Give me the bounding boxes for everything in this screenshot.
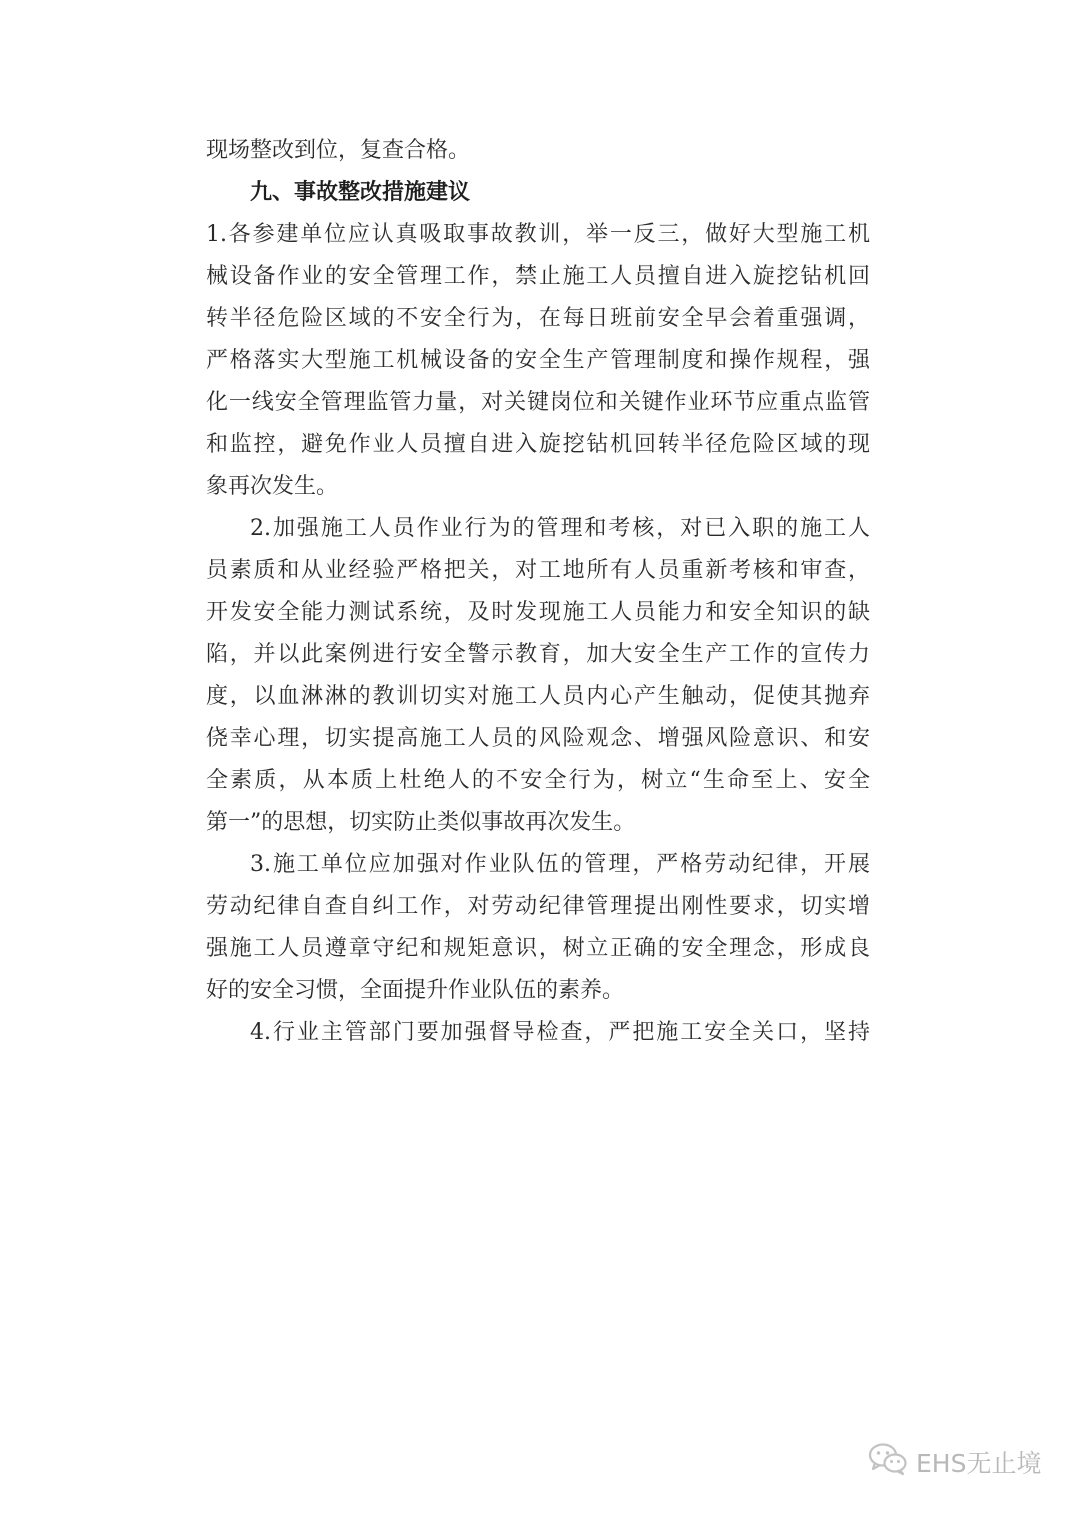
intro-line: 现场整改到位，复查合格。 (206, 138, 471, 163)
paragraph-line: 开发安全能力测试系统，及时发现施工人员能力和安全知识的缺 (206, 600, 870, 625)
paragraph-line: 全素质，从本质上杜绝人的不安全行为，树立“生命至上、安全 (206, 768, 870, 793)
paragraph-line: 员素质和从业经验严格把关，对工地所有人员重新考核和审查， (206, 558, 870, 583)
section-heading: 九、事故整改措施建议 (250, 180, 471, 205)
paragraph-4 (206, 1012, 870, 1054)
watermark-text: EHS无止境 (916, 1449, 1042, 1478)
paragraph-line: 第一”的思想，切实防止类似事故再次发生。 (206, 810, 636, 835)
paragraph-line: 劳动纪律自查自纠工作，对劳动纪律管理提出刚性要求，切实增 (206, 894, 870, 919)
paragraph-3 (206, 844, 870, 1012)
paragraph-line: 和监控，避免作业人员擅自进入旋挖钻机回转半径危险区域的现 (206, 432, 870, 457)
paragraph-line: 1.各参建单位应认真吸取事故教训，举一反三，做好大型施工机 (206, 222, 870, 247)
paragraph-line: 陷，并以此案例进行安全警示教育，加大安全生产工作的宣传力 (206, 642, 870, 667)
paragraph-line: 好的安全习惯，全面提升作业队伍的素养。 (206, 978, 625, 1003)
paragraph-line: 4.行业主管部门要加强督导检查，严把施工安全关口，坚持 (250, 1020, 870, 1045)
document-body (206, 130, 870, 1054)
paragraph-line: 械设备作业的安全管理工作，禁止施工人员擅自进入旋挖钻机回 (206, 264, 870, 289)
paragraph-line: 3.施工单位应加强对作业队伍的管理，严格劳动纪律，开展 (250, 852, 870, 877)
paragraph-1 (206, 214, 870, 508)
paragraph-line: 强施工人员遵章守纪和规矩意识，树立正确的安全理念，形成良 (206, 936, 870, 961)
paragraph-line: 侥幸心理，切实提高施工人员的风险观念、增强风险意识、和安 (206, 726, 870, 751)
paragraph-line: 象再次发生。 (206, 474, 339, 499)
paragraph-line: 2.加强施工人员作业行为的管理和考核，对已入职的施工人 (250, 516, 870, 541)
paragraph-line: 转半径危险区域的不安全行为，在每日班前安全早会着重强调， (206, 306, 870, 331)
watermark (868, 1442, 1041, 1482)
paragraph-line: 化一线安全管理监管力量，对关键岗位和关键作业环节应重点监管 (206, 390, 870, 415)
wechat-icon (868, 1442, 908, 1482)
paragraph-line: 严格落实大型施工机械设备的安全生产管理制度和操作规程，强 (206, 348, 870, 373)
paragraph-2 (206, 508, 870, 844)
paragraph-line: 度，以血淋淋的教训切实对施工人员内心产生触动，促使其抛弃 (206, 684, 870, 709)
